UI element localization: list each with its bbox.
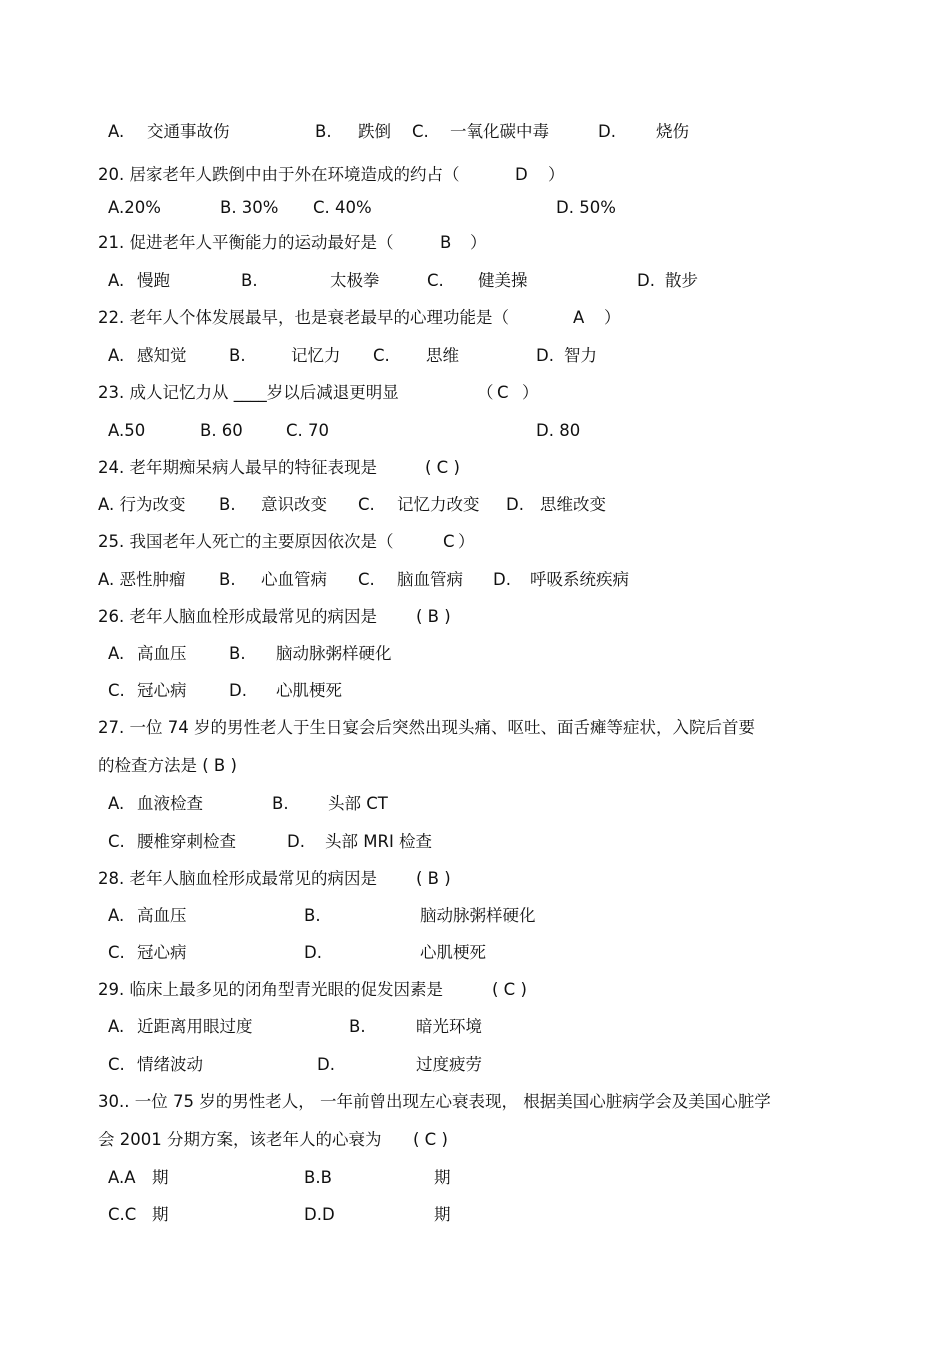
text-segment: 的检查方法是 ( B ) xyxy=(98,756,237,775)
text-segment: B. xyxy=(229,346,246,365)
text-segment: D. xyxy=(536,346,554,365)
text-segment: A.20% xyxy=(108,198,161,217)
text-segment: D. xyxy=(598,122,616,141)
text-segment: 呼吸系统疾病 xyxy=(530,570,629,589)
text-segment: B. xyxy=(349,1017,366,1036)
text-segment: 22. 老年人个体发展最早，也是衰老最早的心理功能是（ xyxy=(98,308,509,327)
text-segment: 暗光环境 xyxy=(416,1017,482,1036)
text-segment: B. xyxy=(229,644,246,663)
text-segment: B xyxy=(440,233,452,252)
text-segment: 思维改变 xyxy=(540,495,606,514)
text-segment: A. xyxy=(108,1017,125,1036)
text-segment: ） xyxy=(604,308,621,327)
text-segment: （ xyxy=(477,383,494,402)
text-segment: 心血管病 xyxy=(261,570,327,589)
text-segment: 会 2001 分期方案，该老年人的心衰为 xyxy=(98,1130,382,1149)
text-segment: 近距离用眼过度 xyxy=(137,1017,253,1036)
text-segment: 脑血管病 xyxy=(397,570,463,589)
text-segment: B. xyxy=(219,495,236,514)
text-segment: 期 xyxy=(434,1168,451,1187)
text-segment: B. 30% xyxy=(220,198,279,217)
text-segment: 健美操 xyxy=(478,271,528,290)
text-segment: 头部 CT xyxy=(328,794,388,813)
text-segment: 24. 老年期痴呆病人最早的特征表现是 xyxy=(98,458,377,477)
text-segment: 脑动脉粥样硬化 xyxy=(420,906,536,925)
text-segment: 智力 xyxy=(564,346,597,365)
text-segment: 感知觉 xyxy=(137,346,187,365)
text-segment: C. xyxy=(412,122,429,141)
text-segment: 29. 临床上最多见的闭角型青光眼的促发因素是 xyxy=(98,980,443,999)
text-segment: A. xyxy=(108,122,125,141)
text-segment: 过度疲劳 xyxy=(416,1055,482,1074)
text-segment: 21. 促进老年人平衡能力的运动最好是（ xyxy=(98,233,394,252)
text-segment: C. xyxy=(427,271,444,290)
text-segment: 慢跑 xyxy=(137,271,170,290)
text-segment: C. xyxy=(358,495,375,514)
text-segment: C. xyxy=(108,681,125,700)
text-segment: D. xyxy=(506,495,524,514)
text-segment: 27. 一位 74 岁的男性老人于生日宴会后突然出现头痛、呕吐、面舌瘫等症状，入院后首要 xyxy=(98,718,755,737)
text-segment: D. 50% xyxy=(556,198,616,217)
text-segment: 头部 MRI 检查 xyxy=(325,832,433,851)
text-segment: D. xyxy=(229,681,247,700)
text-segment: 太极拳 xyxy=(330,271,380,290)
text-segment: A. 恶性肿瘤 xyxy=(98,570,186,589)
text-segment: 腰椎穿刺检查 xyxy=(137,832,236,851)
text-segment: 血液检查 xyxy=(137,794,203,813)
text-segment: 26. 老年人脑血栓形成最常见的病因是 xyxy=(98,607,377,626)
text-segment: ( C ) xyxy=(413,1130,448,1149)
text-segment: 期 xyxy=(152,1168,169,1187)
text-segment: D xyxy=(515,165,528,184)
text-segment: ( C ) xyxy=(492,980,527,999)
text-segment: ( C ) xyxy=(425,458,460,477)
text-segment: C xyxy=(497,383,509,402)
text-segment: C. xyxy=(108,832,125,851)
text-segment: 意识改变 xyxy=(261,495,327,514)
text-segment: C. xyxy=(108,943,125,962)
text-segment: 跌倒 xyxy=(358,122,391,141)
text-segment: 23. 成人记忆力从 ____岁以后减退更明显 xyxy=(98,383,399,402)
text-segment: C. 40% xyxy=(313,198,372,217)
text-segment: D. xyxy=(287,832,305,851)
text-segment: D. xyxy=(493,570,511,589)
text-segment: ） xyxy=(522,383,539,402)
text-segment: B. xyxy=(241,271,258,290)
text-segment: A xyxy=(573,308,585,327)
text-segment: D. xyxy=(304,943,322,962)
text-segment: 记忆力 xyxy=(291,346,341,365)
text-segment: B. xyxy=(272,794,289,813)
text-segment: B.B xyxy=(304,1168,332,1187)
text-segment: 25. 我国老年人死亡的主要原因依次是（ xyxy=(98,532,394,551)
text-segment: B. xyxy=(304,906,321,925)
text-segment: 冠心病 xyxy=(137,943,187,962)
text-segment: ） xyxy=(458,532,475,551)
text-segment: A.A xyxy=(108,1168,136,1187)
text-segment: 情绪波动 xyxy=(137,1055,203,1074)
text-segment: 20. 居家老年人跌倒中由于外在环境造成的约占（ xyxy=(98,165,460,184)
text-segment: ( B ) xyxy=(416,607,451,626)
text-segment: 28. 老年人脑血栓形成最常见的病因是 xyxy=(98,869,377,888)
text-segment: 期 xyxy=(434,1205,451,1224)
text-segment: D. xyxy=(317,1055,335,1074)
text-segment: C. 70 xyxy=(286,421,330,440)
text-segment: 高血压 xyxy=(137,906,187,925)
text-segment: 交通事故伤 xyxy=(147,122,230,141)
text-segment: D. xyxy=(637,271,655,290)
text-segment: 烧伤 xyxy=(656,122,689,141)
text-segment: D.D xyxy=(304,1205,335,1224)
text-segment: 心肌梗死 xyxy=(276,681,342,700)
text-segment: C. xyxy=(108,1055,125,1074)
text-segment: 思维 xyxy=(426,346,459,365)
text-segment: C. xyxy=(358,570,375,589)
text-segment: 一氧化碳中毒 xyxy=(450,122,549,141)
text-segment: 30.. 一位 75 岁的男性老人， 一年前曾出现左心衰表现， 根据美国心脏病学会及美国心脏学 xyxy=(98,1092,771,1111)
text-segment: D. 80 xyxy=(536,421,581,440)
text-segment: 高血压 xyxy=(137,644,187,663)
text-segment: A. xyxy=(108,271,125,290)
text-segment: A. xyxy=(108,794,125,813)
text-segment: B. 60 xyxy=(200,421,243,440)
text-segment: 记忆力改变 xyxy=(397,495,480,514)
text-segment: 心肌梗死 xyxy=(420,943,486,962)
text-segment: 冠心病 xyxy=(137,681,187,700)
text-segment: ） xyxy=(548,165,565,184)
text-segment: 散步 xyxy=(665,271,698,290)
text-segment: B. xyxy=(219,570,236,589)
text-segment: A. xyxy=(108,346,125,365)
text-segment: A. xyxy=(108,644,125,663)
text-segment: B. xyxy=(315,122,332,141)
text-segment: ( B ) xyxy=(416,869,451,888)
text-segment: 脑动脉粥样硬化 xyxy=(276,644,392,663)
text-segment: C.C xyxy=(108,1205,137,1224)
text-segment: 期 xyxy=(152,1205,169,1224)
text-segment: A.50 xyxy=(108,421,146,440)
text-segment: C. xyxy=(373,346,390,365)
text-segment: ） xyxy=(470,233,487,252)
text-segment: A. 行为改变 xyxy=(98,495,186,514)
text-segment: C xyxy=(443,532,455,551)
text-segment: A. xyxy=(108,906,125,925)
